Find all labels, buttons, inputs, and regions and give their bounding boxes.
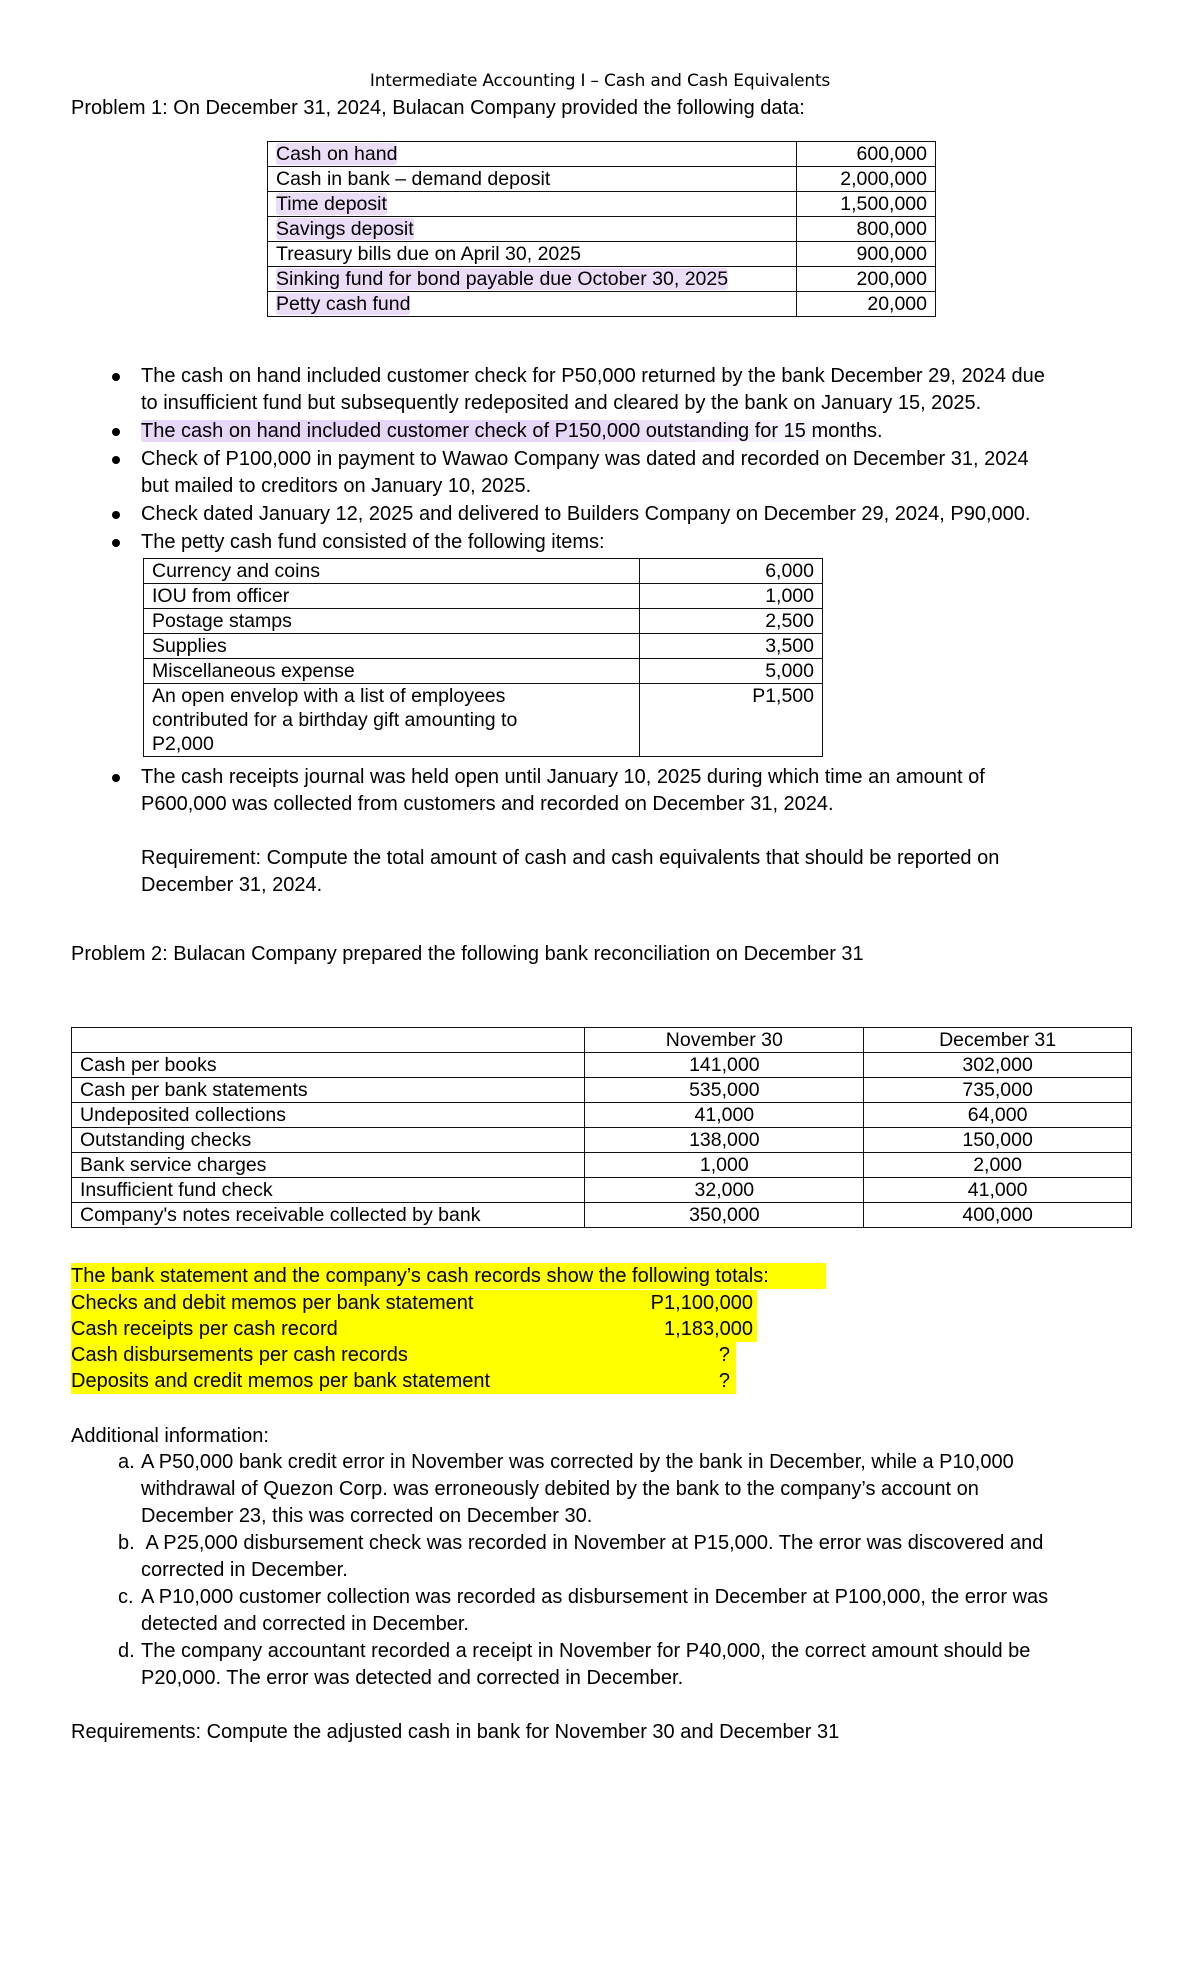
column-header: December 31 (864, 1028, 1132, 1053)
bullet-icon (112, 511, 120, 519)
list-item-text: The company accountant recorded a receipt in November for P40,000, the correct amount should be (141, 1640, 1031, 1662)
table-row (268, 167, 936, 192)
row-value: 600,000 (797, 142, 936, 167)
row-label: Sinking fund for bond payable due October 30, 2025 (276, 268, 729, 290)
cell-dec: 2,000 (864, 1153, 1132, 1178)
cell-nov: 41,000 (585, 1103, 864, 1128)
list-item-text: A P25,000 disbursement check was recorded in November at P15,000. The error was discovered and (141, 1532, 1044, 1554)
row-label: Company's notes receivable collected by bank (72, 1203, 585, 1228)
table-row (268, 217, 936, 242)
row-value: 200,000 (797, 267, 936, 292)
table-row (72, 1203, 1132, 1228)
table-row (268, 242, 936, 267)
bullet-text: but mailed to creditors on January 10, 2025. (141, 475, 532, 497)
totals-row (71, 1290, 757, 1316)
row-label: Treasury bills due on April 30, 2025 (276, 243, 581, 265)
additional-heading: Additional information: (71, 1425, 269, 1447)
totals-heading (71, 1263, 826, 1289)
row-label: Insufficient fund check (72, 1178, 585, 1203)
totals-label: Cash disbursements per cash records (71, 1344, 408, 1366)
bullet-text: P600,000 was collected from customers and recorded on December 31, 2024. (141, 793, 834, 815)
totals-row (71, 1316, 757, 1342)
row-value: P1,500 (640, 684, 823, 757)
totals-row (71, 1368, 736, 1394)
label-line: An open envelop with a list of employees (152, 685, 506, 707)
bullet-icon (112, 774, 120, 782)
row-label: Miscellaneous expense (144, 659, 640, 684)
requirements-text: Requirements: Compute the adjusted cash in bank for November 30 and December 31 (71, 1721, 840, 1743)
row-value: 3,500 (640, 634, 823, 659)
row-value: 900,000 (797, 242, 936, 267)
list-item-text: December 23, this was corrected on December 30. (141, 1505, 593, 1527)
totals-label: Checks and debit memos per bank statement (71, 1292, 474, 1314)
row-value: 20,000 (797, 292, 936, 317)
column-header: November 30 (585, 1028, 864, 1053)
totals-row (71, 1342, 736, 1368)
totals-value: P1,100,000 (650, 1292, 753, 1314)
table-row (144, 684, 823, 757)
bullet-icon (112, 373, 120, 381)
label-line: P2,000 (152, 733, 214, 755)
totals-value: 1,183,000 (664, 1318, 753, 1340)
bullet-text: Check dated January 12, 2025 and delivered to Builders Company on December 29, 2024, P90,000. (141, 503, 1031, 525)
bullet-text: The cash receipts journal was held open until January 10, 2025 during which time an amount of (141, 766, 985, 788)
row-label: IOU from officer (144, 584, 640, 609)
row-label: Outstanding checks (72, 1128, 585, 1153)
cell-nov: 32,000 (585, 1178, 864, 1203)
table-row (268, 192, 936, 217)
table-row (72, 1128, 1132, 1153)
row-label: Currency and coins (144, 559, 640, 584)
totals-label: Cash receipts per cash record (71, 1318, 338, 1340)
petty-cash-table (143, 558, 823, 757)
bullet-icon (112, 428, 120, 436)
row-label: Undeposited collections (72, 1103, 585, 1128)
list-marker: c. (118, 1586, 134, 1608)
bullet-text (141, 418, 883, 445)
requirement-text: Requirement: Compute the total amount of cash and cash equivalents that should be reported on (141, 847, 1000, 869)
cell-dec: 302,000 (864, 1053, 1132, 1078)
row-value: 800,000 (797, 217, 936, 242)
row-label: Petty cash fund (276, 293, 411, 315)
cell-nov: 141,000 (585, 1053, 864, 1078)
row-label: Cash on hand (276, 143, 398, 165)
row-value: 6,000 (640, 559, 823, 584)
bank-reconciliation-table (71, 1027, 1132, 1228)
list-item-text: withdrawal of Quezon Corp. was erroneously debited by the bank to the company’s account on (141, 1478, 979, 1500)
totals-value: ? (718, 1344, 730, 1366)
row-label: Bank service charges (72, 1153, 585, 1178)
cell-dec: 735,000 (864, 1078, 1132, 1103)
list-item-text: P20,000. The error was detected and corrected in December. (141, 1667, 684, 1689)
bullet-text: Check of P100,000 in payment to Wawao Company was dated and recorded on December 31, 2024 (141, 448, 1029, 470)
bullet-text: The cash on hand included customer check for P50,000 returned by the bank December 29, 2024 due (141, 365, 1045, 387)
cell-dec: 400,000 (864, 1203, 1132, 1228)
problem1-intro: Problem 1: On December 31, 2024, Bulacan Company provided the following data: (71, 97, 805, 119)
row-label: Supplies (144, 634, 640, 659)
table-row (144, 659, 823, 684)
table-row (144, 609, 823, 634)
cell-nov: 535,000 (585, 1078, 864, 1103)
bullet-text: to insufficient fund but subsequently redeposited and cleared by the bank on January 15, 2025. (141, 392, 982, 414)
table-row (72, 1153, 1132, 1178)
table-row (268, 292, 936, 317)
table-row (72, 1178, 1132, 1203)
row-label: Time deposit (276, 193, 387, 215)
row-value: 2,500 (640, 609, 823, 634)
cell-nov: 1,000 (585, 1153, 864, 1178)
list-item-text: corrected in December. (141, 1559, 348, 1581)
row-label: Cash per books (72, 1053, 585, 1078)
list-item-text: A P50,000 bank credit error in November was corrected by the bank in December, while a P10,000 (141, 1451, 1014, 1473)
row-value: 5,000 (640, 659, 823, 684)
row-label: Cash per bank statements (72, 1078, 585, 1103)
cell-dec: 150,000 (864, 1128, 1132, 1153)
table-row (268, 267, 936, 292)
cell-nov: 138,000 (585, 1128, 864, 1153)
list-item-text: detected and corrected in December. (141, 1613, 469, 1635)
requirement-text: December 31, 2024. (141, 874, 323, 896)
cell-dec: 41,000 (864, 1178, 1132, 1203)
row-label: Cash in bank – demand deposit (276, 168, 551, 190)
row-label (144, 684, 640, 757)
bullet-icon (112, 456, 120, 464)
cell-nov: 350,000 (585, 1203, 864, 1228)
row-label: Postage stamps (144, 609, 640, 634)
problem2-intro: Problem 2: Bulacan Company prepared the following bank reconciliation on December 31 (71, 943, 864, 965)
table-row (144, 559, 823, 584)
list-marker: d. (118, 1640, 135, 1662)
row-value: 1,500,000 (797, 192, 936, 217)
table-row (72, 1053, 1132, 1078)
list-marker: b. (118, 1532, 135, 1554)
document-title: Intermediate Accounting I – Cash and Cash Equivalents (369, 71, 831, 91)
row-value: 1,000 (640, 584, 823, 609)
totals-heading-text: The bank statement and the company’s cash records show the following totals: (71, 1265, 769, 1287)
label-line: contributed for a birthday gift amounting to (152, 709, 518, 731)
cell-dec: 64,000 (864, 1103, 1132, 1128)
table-header-row (72, 1028, 1132, 1053)
table-row (72, 1078, 1132, 1103)
row-value: 2,000,000 (797, 167, 936, 192)
table-row (144, 634, 823, 659)
list-marker: a. (118, 1451, 135, 1473)
problem1-table (267, 141, 936, 317)
list-item-text: A P10,000 customer collection was recorded as disbursement in December at P100,000, the error was (141, 1586, 1049, 1608)
bullet-text: The petty cash fund consisted of the following items: (141, 531, 605, 553)
table-row (268, 142, 936, 167)
totals-value: ? (718, 1370, 730, 1392)
table-row (72, 1103, 1132, 1128)
bullet-icon (112, 539, 120, 547)
row-label: Savings deposit (276, 218, 414, 240)
column-header (72, 1028, 585, 1053)
table-row (144, 584, 823, 609)
totals-label: Deposits and credit memos per bank statement (71, 1370, 491, 1392)
highlighted-text: The cash on hand included customer check of P150,000 outstanding for 15 months. (141, 420, 883, 442)
